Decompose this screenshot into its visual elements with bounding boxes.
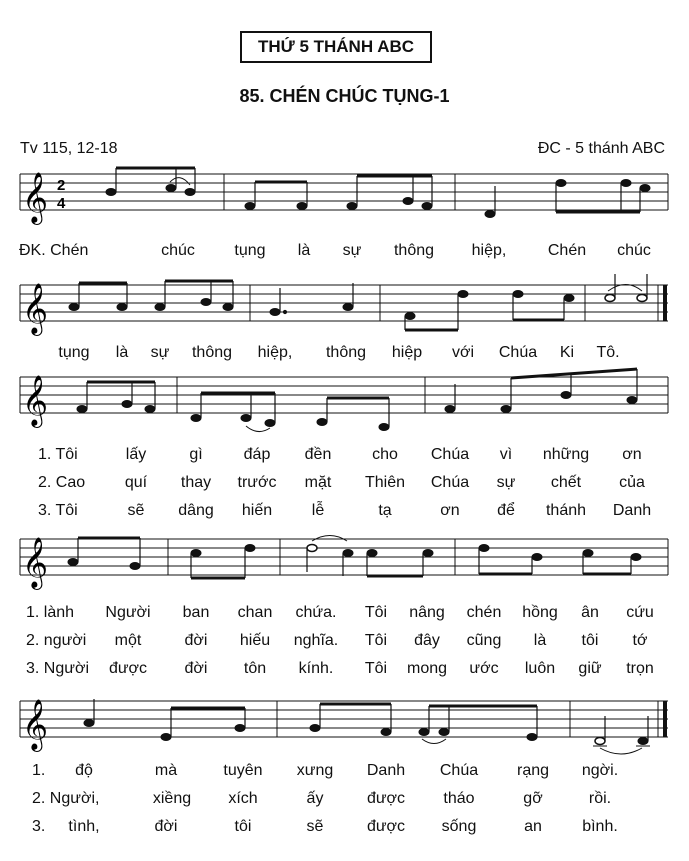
lyric-word: Chúa (430, 446, 470, 463)
staff-4 (20, 539, 668, 575)
psalm-reference: Tv 115, 12-18 (20, 140, 118, 157)
lyric-word: dâng (178, 502, 214, 519)
lyric-word: thay (180, 474, 212, 491)
lyric-word: thông (393, 242, 435, 259)
lyric-word: hiến (241, 502, 273, 519)
lyric-word: sự (342, 242, 362, 259)
lyric-word: 3. Tôi (38, 502, 78, 519)
staff-2-notes (69, 274, 647, 330)
lyric-word: gỡ (523, 790, 543, 807)
lyric-word: Thiên (364, 474, 406, 491)
staff-1 (20, 174, 668, 210)
lyric-word: thông (325, 344, 367, 361)
lyric-word: ĐK. Chén (19, 242, 89, 259)
lyric-word: cũng (466, 632, 502, 649)
lyric-word: ngời. (581, 762, 619, 779)
treble-clef-icon: 𝄞 (22, 172, 49, 223)
lyric-word: mặt (304, 474, 332, 491)
lyric-word: tuyên (223, 762, 263, 779)
lyric-word: những (542, 446, 590, 463)
lyric-word: chứa. (295, 604, 337, 621)
treble-clef-icon: 𝄞 (22, 537, 49, 588)
song-title: 85. CHÉN CHÚC TỤNG-1 (239, 86, 450, 106)
lyric-word: giữ (578, 660, 602, 677)
lyric-word: đời (184, 660, 208, 677)
lyric-word: cho (372, 446, 398, 463)
lyric-word: rạng (516, 762, 550, 779)
lyric-word: Người (105, 604, 151, 621)
lyric-word: xiềng (152, 790, 192, 807)
lyric-word: 2. người (26, 632, 87, 649)
lyric-word: rồi. (588, 790, 612, 807)
lyric-word: tôi (581, 632, 599, 649)
lyric-word: vì (499, 446, 513, 463)
lyric-word: lấy (125, 446, 147, 463)
lyric-word: kính. (298, 660, 334, 677)
lyric-word: xưng (296, 762, 334, 779)
header-box-label: THỨ 5 THÁNH ABC (257, 37, 415, 56)
liturgy-reference: ĐC - 5 thánh ABC (537, 140, 665, 157)
lyric-word: được (366, 790, 406, 807)
lyric-word: là (533, 632, 547, 649)
lyric-word: tháo (443, 790, 475, 807)
lyric-word: quí (124, 474, 148, 491)
lyric-word: chúc (161, 242, 195, 259)
lyric-word: lễ (311, 502, 325, 519)
lyric-word: Danh (612, 502, 652, 519)
lyric-word: là (297, 242, 311, 259)
lyric-word: đền (304, 446, 332, 463)
lyric-word: sự (496, 474, 516, 491)
lyric-word: ban (182, 604, 210, 621)
time-signature-bottom: 4 (57, 195, 66, 212)
lyric-word: bình. (582, 818, 618, 835)
lyric-word: Tô. (596, 344, 620, 361)
lyric-word: đời (184, 632, 208, 649)
lyric-word: chén (466, 604, 502, 621)
staff-3-notes (77, 369, 637, 432)
lyric-word: trọn (626, 660, 654, 677)
lyric-word: nâng (409, 604, 445, 621)
lyric-word: để (497, 502, 515, 519)
lyric-word: chết (550, 474, 582, 491)
lyric-word: được (366, 818, 406, 835)
lyric-word: đáp (243, 446, 271, 463)
lyric-word: Danh (366, 762, 406, 779)
lyric-word: hiếu (239, 632, 271, 649)
lyric-word: 2. Người, (32, 790, 100, 807)
lyric-word: Chúa (439, 762, 479, 779)
lyric-word: ấy (306, 790, 324, 807)
lyric-word: tình, (68, 818, 100, 835)
lyric-word: sẽ (127, 502, 145, 519)
lyric-word: độ (75, 762, 93, 779)
lyric-word: 1. lành (26, 604, 75, 621)
lyric-word: ước (469, 660, 499, 677)
lyric-word: mong (406, 660, 448, 677)
lyric-word: được (108, 660, 148, 677)
lyric-word: đây (414, 632, 440, 649)
lyric-word: tôn (243, 660, 267, 677)
lyric-word: tụng (58, 344, 90, 361)
lyric-word: thánh (545, 502, 587, 519)
lyric-word: hiệp, (257, 344, 293, 361)
lyric-word: tạ (378, 502, 392, 519)
lyric-word: một (114, 632, 142, 649)
lyric-word: 1. Tôi (38, 446, 78, 463)
treble-clef-icon: 𝄞 (22, 699, 49, 750)
lyric-word: an (524, 818, 542, 835)
lyric-word: ân (581, 604, 599, 621)
lyric-word: chúc (617, 242, 651, 259)
lyric-word: luôn (524, 660, 556, 677)
lyric-word: 3. Người (26, 660, 89, 677)
lyric-word: là (115, 344, 129, 361)
lyric-word: hiệp (391, 344, 423, 361)
lyric-word: thông (191, 344, 233, 361)
lyric-word: chan (237, 604, 273, 621)
staff-5 (20, 701, 668, 737)
treble-clef-icon: 𝄞 (22, 283, 49, 334)
lyric-word: 2. Cao (38, 474, 86, 491)
lyric-word: với (451, 344, 475, 361)
lyric-word: Tôi (364, 604, 388, 621)
lyric-word: hồng (522, 604, 558, 621)
lyric-word: gì (189, 446, 203, 463)
lyric-word: Tôi (364, 660, 388, 677)
lyric-word: sẽ (306, 818, 324, 835)
lyric-word: ơn (440, 502, 460, 519)
lyric-word: mà (154, 762, 178, 779)
staff-2 (20, 285, 668, 321)
time-signature-top: 2 (57, 177, 66, 194)
lyric-word: Chúa (498, 344, 538, 361)
lyric-word: 1. (32, 762, 46, 779)
lyric-word: ơn (622, 446, 642, 463)
lyric-word: 3. (32, 818, 46, 835)
lyric-word: tôi (234, 818, 252, 835)
lyric-word: sống (441, 818, 477, 835)
lyric-word: cứu (626, 604, 654, 621)
staff-5-notes (84, 699, 650, 754)
lyric-word: hiệp, (471, 242, 507, 259)
lyric-word: nghĩa. (293, 632, 339, 649)
lyric-word: đời (154, 818, 178, 835)
lyric-word: Tôi (364, 632, 388, 649)
lyric-word: của (619, 474, 645, 491)
lyric-word: Chén (547, 242, 587, 259)
lyric-word: trước (237, 474, 277, 491)
lyric-word: Chúa (430, 474, 470, 491)
lyric-word: Ki (559, 344, 575, 361)
lyric-word: tụng (234, 242, 266, 259)
lyric-word: sự (150, 344, 170, 361)
lyric-word: xích (228, 790, 258, 807)
lyric-word: tớ (632, 632, 648, 649)
treble-clef-icon: 𝄞 (22, 375, 49, 426)
